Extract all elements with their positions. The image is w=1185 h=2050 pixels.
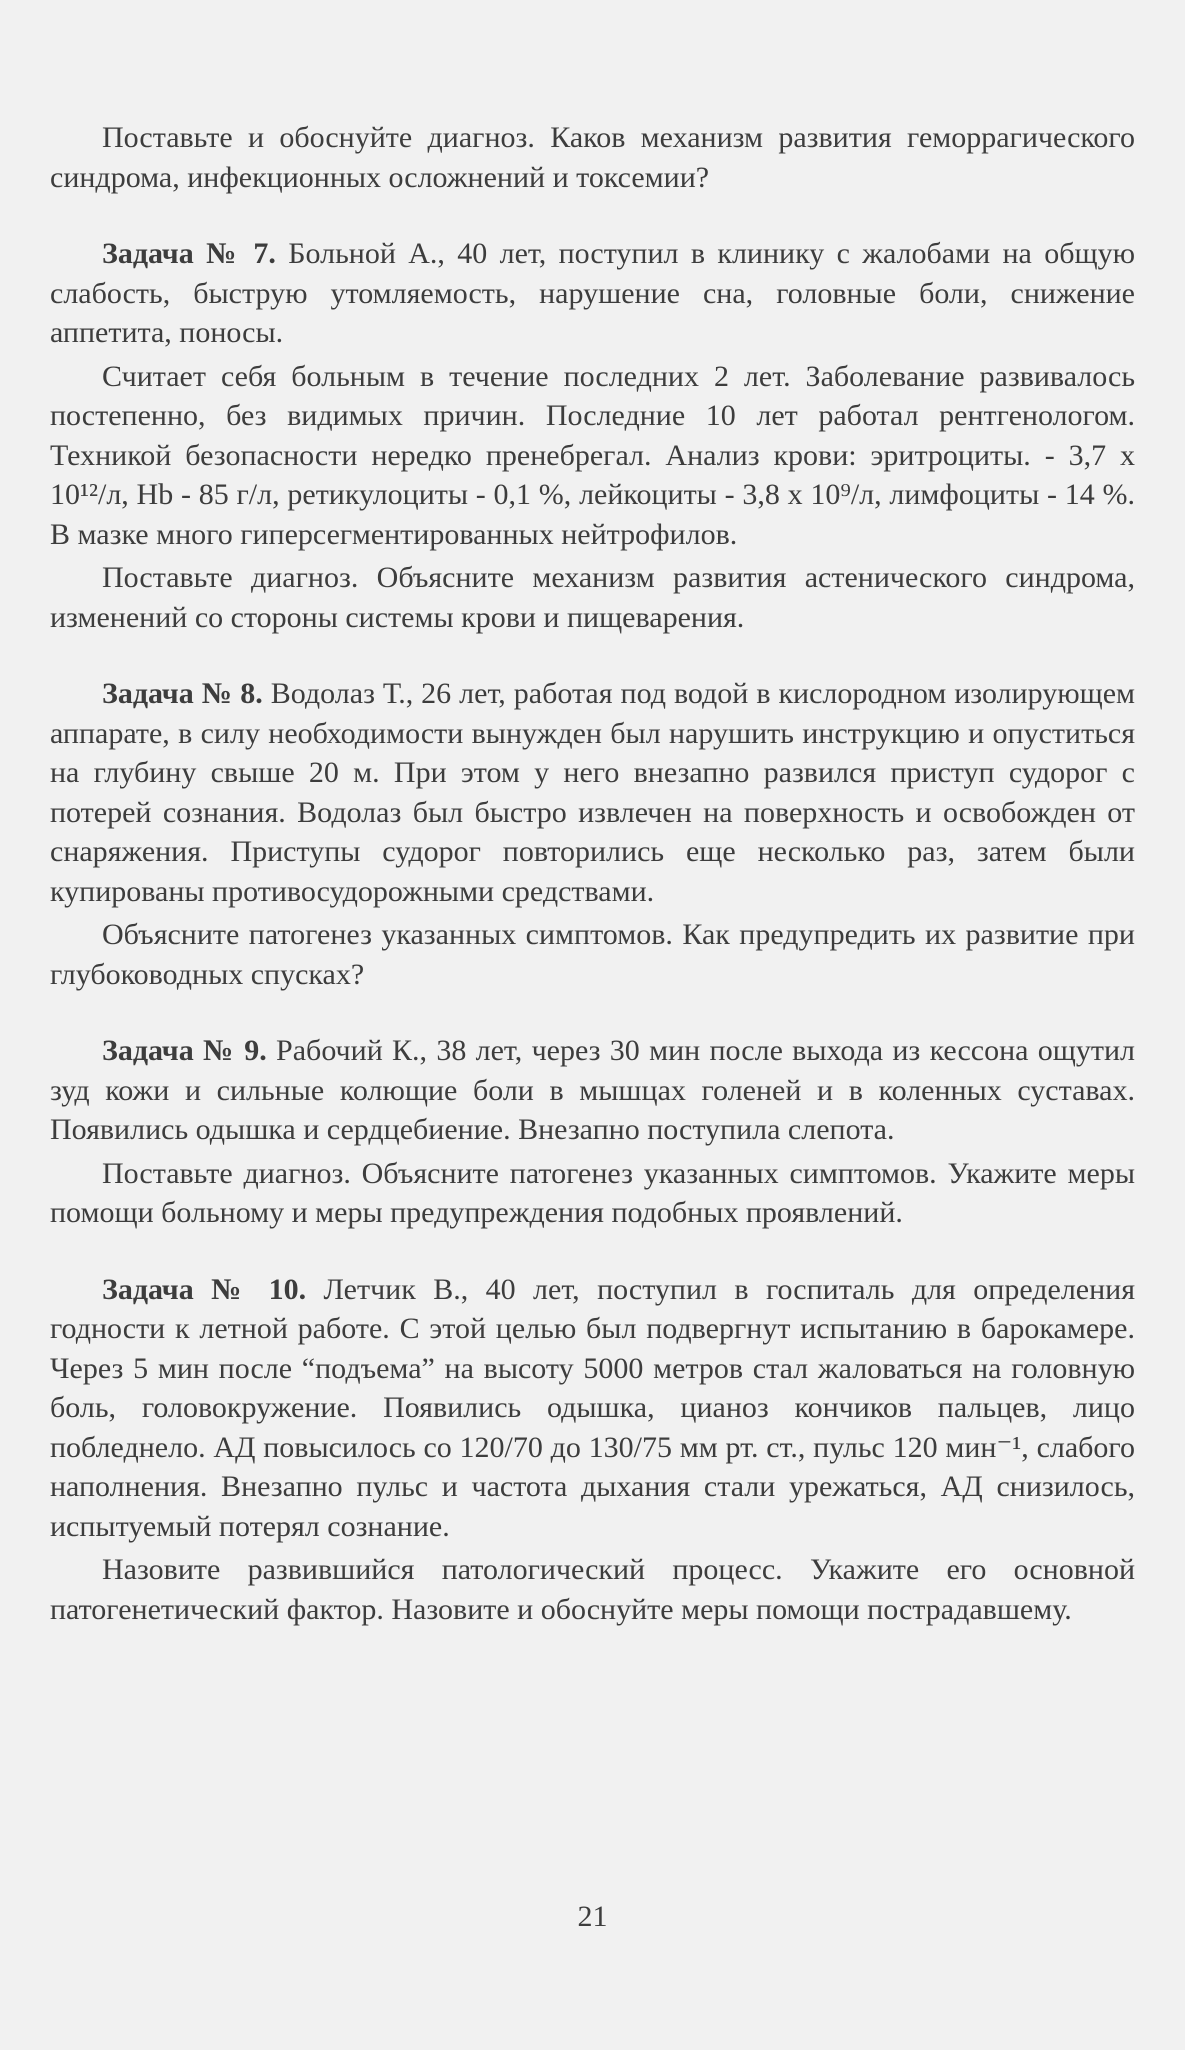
task-8-statement: [50, 674, 1135, 911]
task-9-label: Задача № 9.: [102, 1034, 267, 1067]
intro-paragraph: Поставьте и обоснуйте диагноз. Каков механизм развития геморрагического синдрома, инфекционных осложнений и токсемии?: [50, 121, 1135, 194]
task-7-statement: [50, 234, 1135, 353]
task-10-paragraph-1: Назовите развившийся патологический процесс. Укажите его основной патогенетический фактор. Назовите и обоснуйте меры помощи пострадавшему.: [50, 1553, 1135, 1626]
page-number: 21: [577, 1900, 608, 1933]
task-10-statement: [50, 1270, 1135, 1547]
task-7: [50, 234, 1135, 637]
task-7-body: Больной А., 40 лет, поступил в клинику с жалобами на общую слабость, быструю утомляемость, нарушение сна, головные боли, снижение аппетита, поносы.: [50, 237, 1135, 349]
task-8-paragraph-1: Объясните патогенез указанных симптомов. Как предупредить их развитие при глубоководных спусках?: [50, 918, 1135, 991]
page-body: [50, 118, 1135, 1633]
task-9-statement: [50, 1031, 1135, 1150]
task-7-label: Задача № 7.: [102, 237, 276, 270]
task-9: [50, 1031, 1135, 1233]
task-8: [50, 674, 1135, 994]
task-10-body: Летчик В., 40 лет, поступил в госпиталь для определения годности к летной работе. С этой целью был подвергнут испытанию в барокамере. Через 5 мин после “подъема” на высоту 5000 метров стал жаловаться на головную боль, головокружение. Появились одышка, цианоз кончиков пальцев, лицо побледнело. АД повысилось со 120/70 до 130/75 мм рт. ст., пульс 120 мин⁻¹, слабого наполнения. Внезапно пульс и частота дыхания стали урежаться, АД снизилось, испытуемый потерял сознание.: [50, 1272, 1136, 1543]
task-10: [50, 1270, 1135, 1630]
task-7-paragraph-2: Поставьте диагноз. Объясните механизм развития астенического синдрома, изменений со стороны системы крови и пищеварения.: [50, 561, 1135, 634]
task-8-label: Задача № 8.: [102, 677, 263, 710]
task-10-label: Задача № 10.: [102, 1272, 307, 1306]
task-9-paragraph-1: Поставьте диагноз. Объясните патогенез указанных симптомов. Укажите меры помощи больному и меры предупреждения подобных проявлений.: [50, 1156, 1135, 1229]
task-9-body: Рабочий К., 38 лет, через 30 мин после выхода из кессона ощутил зуд кожи и сильные колющие боли в мышцах голеней и в коленных суставах. Появились одышка и сердцебиение. Внезапно поступила слепота.: [50, 1034, 1135, 1146]
task-8-body: Водолаз Т., 26 лет, работая под водой в кислородном изолирующем аппарате, в силу необходимости вынужден был нарушить инструкцию и опуститься на глубину свыше 20 м. При этом у него внезапно развился приступ судорог с потерей сознания. Водолаз был быстро извлечен на поверхность и освобожден от снаряжения. Приступы судорог повторились еще несколько раз, затем были купированы противосудорожными средствами.: [50, 677, 1136, 908]
task-7-paragraph-1: Считает себя больным в течение последних 2 лет. Заболевание развивалось постепенно, без видимых причин. Последние 10 лет работал рентгенологом. Техникой безопасности нередко пренебрегал. Анализ крови: эритроциты. - 3,7 х 10¹²/л, Hb - 85 г/л, ретикулоциты - 0,1 %, лейкоциты - 3,8 х 10⁹/л, лимфоциты - 14 %. В мазке много гиперсегментированных нейтрофилов.: [50, 359, 1135, 551]
